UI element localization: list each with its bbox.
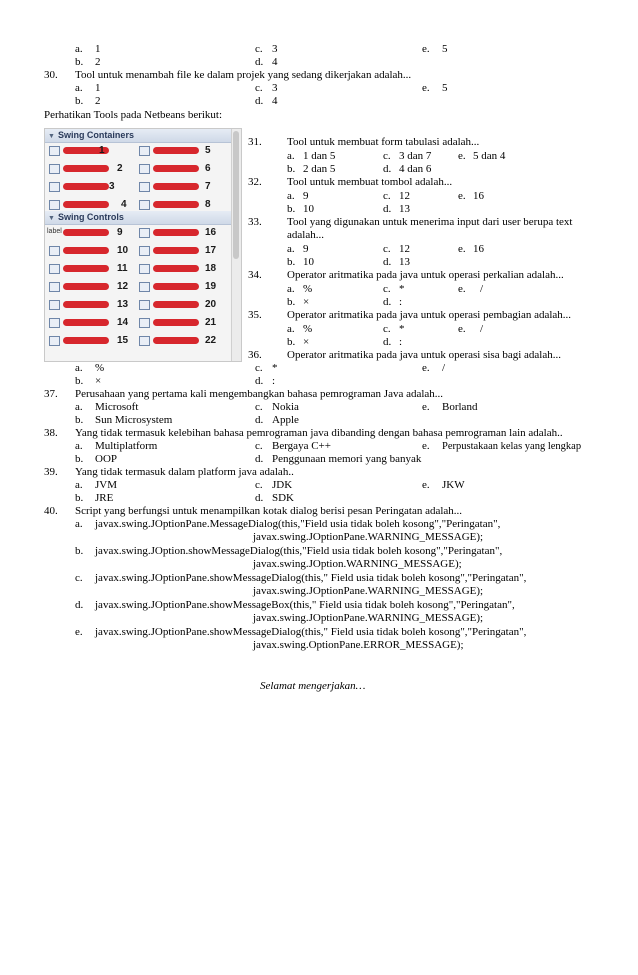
palette-tool-item (47, 197, 133, 213)
palette-tool-item (47, 279, 133, 295)
redacted-mark (153, 201, 199, 208)
option-value: 10 (303, 256, 314, 268)
option-value: * (399, 323, 405, 335)
component-icon (49, 336, 60, 346)
redacted-mark (63, 201, 109, 208)
question-number: 34. (248, 269, 262, 281)
option-value: 3 dan 7 (399, 150, 432, 162)
tool-number: 5 (205, 145, 211, 156)
redacted-mark (153, 147, 199, 154)
option-letter: e. (422, 440, 430, 452)
option-value: 5 (442, 82, 448, 94)
palette-tool-item (137, 143, 223, 159)
redacted-mark (153, 265, 199, 272)
option-value: javax.swing.JOption.showMessageDialog(this,"Field usia tidak boleh kosong","Peringatan", (95, 545, 503, 557)
option-letter: b. (75, 414, 84, 426)
option-value: Apple (272, 414, 299, 426)
redacted-mark (63, 183, 109, 190)
option-letter: d. (383, 296, 392, 308)
option-letter: b. (287, 163, 296, 175)
question-number: 38. (44, 427, 58, 439)
option-letter: e. (458, 323, 466, 335)
option-value: : (399, 296, 403, 308)
option-value: Multiplatform (95, 440, 158, 452)
option-value: 2 (95, 56, 101, 68)
tool-number: 16 (205, 227, 217, 238)
option-letter: e. (422, 82, 430, 94)
option-value: 13 (399, 203, 410, 215)
option-value: 1 dan 5 (303, 150, 336, 162)
option-letter: d. (255, 492, 264, 504)
component-icon (139, 200, 150, 210)
option-value: 9 (303, 190, 309, 202)
option-value: 2 (95, 95, 101, 107)
question-text: Script yang berfungsi untuk menampilkan kotak dialog berisi pesan Peringatan adalah... (75, 505, 463, 517)
question-number: 37. (44, 388, 58, 400)
component-icon (49, 182, 60, 192)
palette-tool-item (47, 297, 133, 313)
question-text: Perusahaan yang pertama kali mengembangkan bahasa pemrograman Java adalah... (75, 388, 444, 400)
question-number: 40. (44, 505, 58, 517)
question-text: Tool yang digunakan untuk menerima input dari user berupa text (287, 216, 573, 228)
option-letter: e. (422, 401, 430, 413)
option-value: % (303, 323, 313, 335)
option-value: Bergaya C++ (272, 440, 331, 452)
question-text: Operator aritmatika pada java untuk operasi sisa bagi adalah... (287, 349, 561, 361)
label-icon: label (47, 228, 62, 235)
option-letter: a. (75, 43, 83, 55)
component-icon (49, 200, 60, 210)
question-number: 30. (44, 69, 58, 81)
option-value: Penggunaan memori yang banyak (272, 453, 422, 465)
option-value: JKW (442, 479, 465, 491)
palette-tool-item (47, 333, 133, 349)
option-value: / (480, 283, 484, 295)
option-value: javax.swing.JOptionPane.showMessageDialog(this," Field usia tidak boleh kosong","Peringatan", (95, 626, 527, 638)
palette-tool-item (137, 261, 223, 277)
component-icon (139, 246, 150, 256)
option-letter: c. (383, 283, 391, 295)
tool-number: 2 (117, 163, 123, 174)
option-letter: c. (255, 82, 263, 94)
netbeans-palette-image (44, 128, 242, 362)
option-letter: c. (383, 323, 391, 335)
tool-number: 21 (205, 317, 217, 328)
question-text: Yang tidak termasuk dalam platform java adalah.. (75, 466, 294, 478)
component-icon (139, 282, 150, 292)
option-value: % (303, 283, 313, 295)
option-value: % (95, 362, 105, 374)
component-icon (139, 146, 150, 156)
option-letter: d. (383, 203, 392, 215)
redacted-mark (153, 183, 199, 190)
option-letter: e. (422, 362, 430, 374)
palette-tool-item (137, 225, 223, 241)
option-value: Microsoft (95, 401, 139, 413)
tool-number: 4 (121, 199, 127, 210)
component-icon (139, 228, 150, 238)
option-letter: a. (287, 190, 295, 202)
tool-number: 17 (205, 245, 217, 256)
option-letter: d. (75, 599, 84, 611)
tools-intro: Perhatikan Tools pada Netbeans berikut: (44, 109, 223, 121)
option-letter: b. (287, 336, 296, 348)
tool-number: 12 (117, 281, 129, 292)
option-value: × (303, 336, 310, 348)
option-value: Sun Microsystem (95, 414, 173, 426)
redacted-mark (153, 301, 199, 308)
palette-tool-item (47, 179, 133, 195)
option-value: Perpustakaan kelas yang lengkap (442, 441, 582, 452)
option-value: SDK (272, 492, 295, 504)
option-value: javax.swing.JOptionPane.showMessageBox(this," Field usia tidak boleh kosong","Peringatan", (95, 599, 515, 611)
option-letter: d. (255, 56, 264, 68)
option-letter: e. (458, 190, 466, 202)
option-value: 12 (399, 243, 410, 255)
option-value: 4 dan 6 (399, 163, 432, 175)
option-value: 3 (272, 43, 278, 55)
option-letter: c. (383, 190, 391, 202)
option-value: OOP (95, 453, 118, 465)
tool-number: 19 (205, 281, 217, 292)
option-value: Borland (442, 401, 478, 413)
component-icon (49, 300, 60, 310)
option-value: javax.swing.JOptionPane.MessageDialog(this,"Field usia tidak boleh kosong","Peringatan", (95, 518, 501, 530)
option-letter: c. (255, 440, 263, 452)
option-value: / (442, 362, 446, 374)
option-value: JVM (95, 479, 118, 491)
redacted-mark (153, 283, 199, 290)
option-value: 16 (473, 243, 484, 255)
component-icon (49, 318, 60, 328)
option-letter: a. (75, 401, 83, 413)
option-letter: b. (75, 492, 84, 504)
tool-number: 11 (117, 263, 128, 274)
option-value-cont: javax.swing.JOptionPane.WARNING_MESSAGE); (253, 585, 484, 597)
redacted-mark (63, 319, 109, 326)
swing-controls-header: ▼ Swing Controls (45, 211, 231, 225)
redacted-mark (153, 247, 199, 254)
component-icon (49, 264, 60, 274)
option-value: 5 (442, 43, 448, 55)
option-letter: a. (287, 243, 295, 255)
question-text: Tool untuk membuat tombol adalah... (287, 176, 453, 188)
option-value: 1 (95, 82, 101, 94)
option-letter: b. (75, 95, 84, 107)
option-value: × (303, 296, 310, 308)
component-icon (139, 164, 150, 174)
question-text: Tool untuk membuat form tabulasi adalah... (287, 136, 480, 148)
redacted-mark (153, 337, 199, 344)
closing-text: Selamat mengerjakan… (260, 680, 366, 692)
option-value: * (399, 283, 405, 295)
component-icon (139, 300, 150, 310)
option-value: javax.swing.JOptionPane.showMessageDialog(this," Field usia tidak boleh kosong","Peringatan", (95, 572, 527, 584)
option-value-cont: javax.swing.OptionPane.ERROR_MESSAGE); (253, 639, 464, 651)
option-letter: c. (255, 43, 263, 55)
option-letter: a. (75, 440, 83, 452)
option-value: * (272, 362, 278, 374)
option-letter: a. (75, 518, 83, 530)
palette-tool-item (137, 279, 223, 295)
option-letter: e. (75, 626, 83, 638)
tool-number: 22 (205, 335, 217, 346)
question-number: 32. (248, 176, 262, 188)
component-icon (139, 182, 150, 192)
question-number: 36. (248, 349, 262, 361)
option-letter: a. (287, 323, 295, 335)
tool-number: 6 (205, 163, 211, 174)
option-letter: a. (75, 82, 83, 94)
tool-number: 13 (117, 299, 129, 310)
question-number: 35. (248, 309, 262, 321)
question-text: Operator aritmatika pada java untuk operasi perkalian adalah... (287, 269, 564, 281)
option-letter: c. (383, 150, 391, 162)
option-letter: c. (255, 401, 263, 413)
tool-number: 20 (205, 299, 217, 310)
option-letter: a. (287, 283, 295, 295)
option-letter: e. (422, 43, 430, 55)
option-letter: d. (255, 453, 264, 465)
palette-tool-item (137, 161, 223, 177)
palette-tool-item (137, 333, 223, 349)
palette-tool-item (137, 315, 223, 331)
option-letter: d. (255, 375, 264, 387)
option-value: Nokia (272, 401, 299, 413)
option-letter: d. (383, 256, 392, 268)
option-letter: b. (75, 545, 84, 557)
component-icon (49, 282, 60, 292)
option-value: 16 (473, 190, 484, 202)
option-value: : (399, 336, 403, 348)
component-icon (49, 164, 60, 174)
option-letter: b. (287, 203, 296, 215)
palette-tool-item (137, 243, 223, 259)
option-letter: e. (458, 150, 466, 162)
redacted-mark (153, 165, 199, 172)
redacted-mark (63, 301, 109, 308)
component-icon (139, 336, 150, 346)
tool-number: 8 (205, 199, 211, 210)
redacted-mark (63, 165, 109, 172)
palette-tool-item (137, 197, 223, 213)
question-text-cont: adalah... (287, 229, 324, 241)
component-icon (49, 146, 60, 156)
option-letter: b. (75, 56, 84, 68)
option-letter: c. (255, 362, 263, 374)
option-value-cont: javax.swing.JOptionPane.WARNING_MESSAGE); (253, 531, 484, 543)
option-value: 10 (303, 203, 314, 215)
redacted-mark (63, 247, 109, 254)
option-value: 13 (399, 256, 410, 268)
swing-containers-header: ▼ Swing Containers (45, 129, 231, 143)
redacted-mark (63, 229, 109, 236)
question-text: Tool untuk menambah file ke dalam projek yang sedang dikerjakan adalah... (75, 69, 412, 81)
option-letter: d. (383, 163, 392, 175)
palette-scrollbar (231, 129, 241, 361)
option-letter: a. (75, 479, 83, 491)
option-letter: c. (383, 243, 391, 255)
palette-tool-item (137, 179, 223, 195)
option-value: 5 dan 4 (473, 150, 506, 162)
palette-tool-item (47, 161, 133, 177)
option-value-cont: javax.swing.JOptionPane.WARNING_MESSAGE); (253, 612, 484, 624)
palette-tool-item (47, 261, 133, 277)
palette-tool-item (137, 297, 223, 313)
tool-number: 7 (205, 181, 211, 192)
redacted-mark (153, 319, 199, 326)
question-number: 33. (248, 216, 262, 228)
tool-number: 10 (117, 245, 129, 256)
option-letter: b. (287, 256, 296, 268)
palette-tool-item (47, 315, 133, 331)
option-value: JDK (272, 479, 293, 491)
option-letter: a. (75, 362, 83, 374)
option-value: 1 (95, 43, 101, 55)
option-letter: e. (458, 283, 466, 295)
option-value: / (480, 323, 484, 335)
option-value-cont: javax.swing.JOption.WARNING_MESSAGE); (253, 558, 462, 570)
option-value: 3 (272, 82, 278, 94)
option-letter: d. (255, 414, 264, 426)
option-letter: a. (287, 150, 295, 162)
option-value: : (272, 375, 276, 387)
palette-tool-item (47, 143, 133, 159)
redacted-mark (63, 283, 109, 290)
tool-number: 3 (109, 181, 115, 192)
question-text: Yang tidak termasuk kelebihan bahasa pemrograman java dibanding dengan bahasa pemrograman lain adalah.. (75, 427, 563, 439)
option-value: 2 dan 5 (303, 163, 336, 175)
option-letter: e. (458, 243, 466, 255)
option-letter: c. (255, 479, 263, 491)
option-value: 9 (303, 243, 309, 255)
tool-number: 18 (205, 263, 217, 274)
option-letter: d. (255, 95, 264, 107)
option-letter: d. (383, 336, 392, 348)
redacted-mark (63, 337, 109, 344)
option-value: 12 (399, 190, 410, 202)
palette-tool-item (47, 225, 133, 241)
tool-number: 1 (99, 145, 105, 156)
question-number: 39. (44, 466, 58, 478)
question-text: Operator aritmatika pada java untuk operasi pembagian adalah... (287, 309, 572, 321)
tool-number: 9 (117, 227, 123, 238)
option-letter: c. (75, 572, 83, 584)
redacted-mark (153, 229, 199, 236)
palette-tool-item (47, 243, 133, 259)
redacted-mark (63, 265, 109, 272)
option-value: × (95, 375, 102, 387)
tool-number: 14 (117, 317, 129, 328)
component-icon (139, 318, 150, 328)
option-value: JRE (95, 492, 114, 504)
component-icon (139, 264, 150, 274)
option-letter: b. (75, 453, 84, 465)
option-value: 4 (272, 95, 278, 107)
option-letter: b. (287, 296, 296, 308)
option-value: 4 (272, 56, 278, 68)
tool-number: 15 (117, 335, 129, 346)
option-letter: b. (75, 375, 84, 387)
question-number: 31. (248, 136, 262, 148)
component-icon (49, 246, 60, 256)
option-letter: e. (422, 479, 430, 491)
